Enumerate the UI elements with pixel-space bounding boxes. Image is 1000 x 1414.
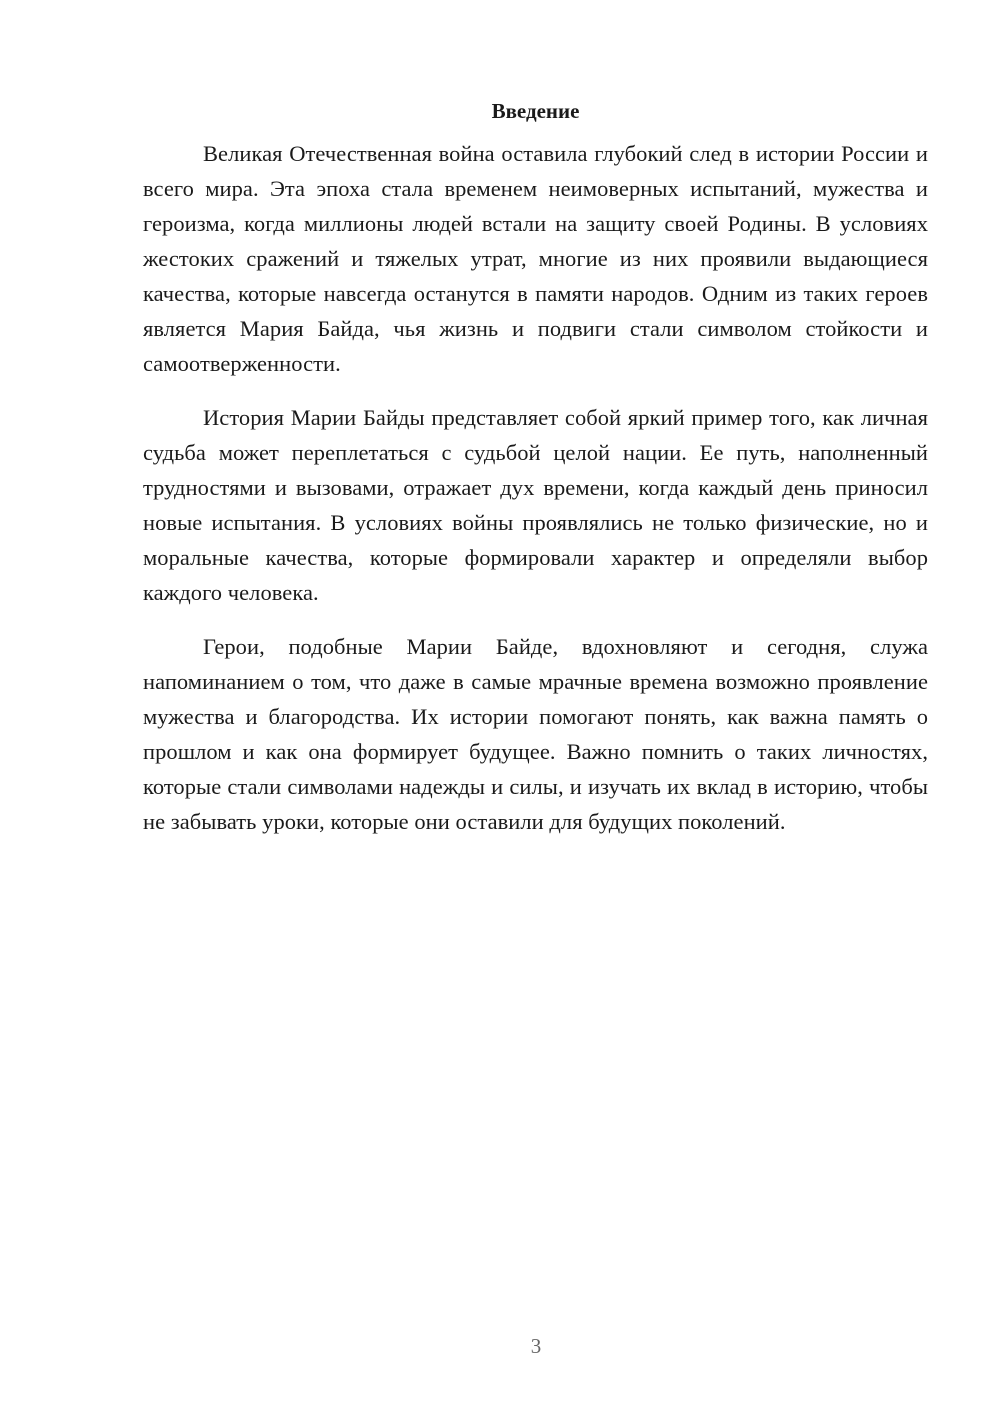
page-content bbox=[143, 96, 928, 858]
paragraph-2: История Марии Байды представляет собой яркий пример того, как личная судьба может переплетаться с судьбой целой нации. Ее путь, наполненный трудностями и вызовами, отражает дух времени, когда каждый день приносил новые испытания. В условиях войны проявлялись не только физические, но и моральные качества, которые формировали характер и определяли выбор каждого человека. bbox=[143, 405, 928, 605]
paragraph-1: Великая Отечественная война оставила глубокий след в истории России и всего мира. Эта эпоха стала временем неимоверных испытаний, мужества и героизма, когда миллионы людей встали на защиту своей Родины. В условиях жестоких сражений и тяжелых утрат, многие из них проявили выдающиеся качества, которые навсегда останутся в памяти народов. Одним из таких героев является Мария Байда, чья жизнь и подвиги стали символом стойкости и самоотверженности. bbox=[143, 141, 928, 376]
section-title: Введение bbox=[491, 99, 580, 123]
page-number: 3 bbox=[530, 1334, 542, 1358]
paragraph-3: Герои, подобные Марии Байде, вдохновляют и сегодня, служа напоминанием о том, что даже в самые мрачные времена возможно проявление мужества и благородства. Их истории помогают понять, как важна память о прошлом и как она формирует будущее. Важно помнить о таких личностях, которые стали символами надежды и силы, и изучать их вклад в историю, чтобы не забывать уроки, которые они оставили для будущих поколений. bbox=[143, 634, 928, 834]
